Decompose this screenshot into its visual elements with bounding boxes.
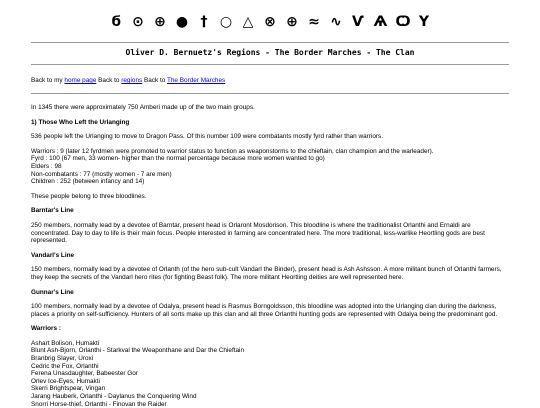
rune-icon: † <box>200 14 208 30</box>
rune-icon: Y <box>418 14 430 30</box>
list-item: Snorri Horse-thief, Orlanthi - Finovan the Raider <box>31 400 167 408</box>
line-heading: Gunnar's Line <box>31 288 74 296</box>
rune-icon: △ <box>242 14 254 30</box>
rune-banner <box>31 2 509 42</box>
rune-icon: ○ <box>219 14 233 30</box>
rune-icon: ≈ <box>308 14 320 30</box>
list-item: Cedric the Fox, Orlanthi <box>31 362 99 370</box>
rune-icon: Ѵ <box>352 14 364 30</box>
list-item: Orlev Ice-Eyes, Humakti <box>31 377 100 385</box>
rune-icon: Ѻ <box>395 14 411 30</box>
line-description: 100 members, normally lead by a devotee of Odalya, present head is Rasmus Borngoldsson, this bloodline was adopted into the Urlanging clan during the darkness, places a priority on self-sufficiency. Hunters of all sorts make up this clan and all three Orlanthi hunting gods are represented with Odalya being the predominant god. <box>31 303 498 318</box>
nav-text: Back to my <box>31 77 65 84</box>
border-marches-link[interactable]: The Border Marches <box>166 77 226 84</box>
rune-icon: ∿ <box>330 14 342 30</box>
count-line: Non-combatants : 77 (mostly women - 7 are men) <box>31 170 172 178</box>
line-description: 250 members, normally lead by a devotee of Barntar, present head is Orlaront Mosdorison. This bloodline is where the traditionalist Orlanthi and Ernaldi are concentrated. Day to day to life is their main focus. People interested in farming are concentrated here. The more traditional, less-warlike Heortling gods are best represented. <box>31 221 485 245</box>
count-line: Children : 252 (between infancy and 14) <box>31 178 145 186</box>
rune-icon: ⊙ <box>132 14 144 30</box>
rune-icon: ⊕ <box>286 14 298 30</box>
section-heading: 1) Those Who Left the Urlanging <box>31 118 130 126</box>
summary-paragraph: 536 people left the Urlanging to move to Dragon Pass. Of this number 109 were combatants mostly fyrd rather than warriors. <box>31 133 384 141</box>
divider <box>31 93 509 94</box>
list-item: Blunt Ash-Bjorn, Orlanthi - Starkval the Weaponthane and Dar the Chieftain <box>31 347 245 355</box>
list-item: Jarang Hauberk, Orlanthi - Daylanus the Conquering Wind <box>31 393 197 401</box>
home-page-link[interactable]: home page <box>64 77 97 84</box>
rune-icon: ϭ <box>110 14 122 30</box>
list-item: Ashart Bolison, Humakti <box>31 339 100 347</box>
nav-text: Back to <box>96 77 122 84</box>
bloodlines-intro: These people belong to three bloodlines. <box>31 192 147 200</box>
list-item: Branbrig Slayer, Uroxi <box>31 355 94 363</box>
rune-icon: ⊕ <box>154 14 166 30</box>
divider <box>31 64 509 65</box>
list-item: Ferena Unasdaughter, Babeester Gor <box>31 370 138 378</box>
page-content <box>31 0 509 408</box>
rune-icon: ⊗ <box>264 14 276 30</box>
nav-text: Back to <box>142 77 167 84</box>
regions-link[interactable]: regions <box>121 77 143 84</box>
rune-icon: ● <box>175 14 189 30</box>
count-line: Warriors : 9 (later 12 fyrdmen were promoted to warrior status to function as weaponstorms to the chieftain, clan champion and the warleader). <box>31 147 434 155</box>
intro-paragraph: In 1345 there were approximately 750 Amberi made up of the two main groups. <box>31 104 255 111</box>
line-heading: Barntar's Line <box>31 207 74 215</box>
line-description: 150 members, normally lead by a devotee of Orlanth (of the hero sub-cult Vandarl the Binder), present head is Ash Ashsson. A more militant bunch of Orlanthi farmers, they keep the secrets of the Vandarl hero rites (for fighting Beast folk). The more militant Heortling deities are well represented here. <box>31 266 502 281</box>
line-heading: Vandarl's Line <box>31 251 75 259</box>
page-title: Oliver D. Bernuetz's Regions - The Border Marches - The Clan <box>125 48 415 57</box>
list-item: Skerri Brightspear, Vingan <box>31 385 106 393</box>
count-line: Fyrd : 100 (67 men, 33 women- higher than the normal percentage because more women wanted to go) <box>31 155 325 163</box>
counts-block <box>31 148 509 186</box>
count-line: Elders : 98 <box>31 162 62 170</box>
rune-icon: Ѧ <box>373 14 388 30</box>
warriors-list <box>31 340 509 408</box>
warriors-heading: Warriors : <box>31 325 61 333</box>
breadcrumb <box>31 76 509 85</box>
divider <box>31 42 509 43</box>
